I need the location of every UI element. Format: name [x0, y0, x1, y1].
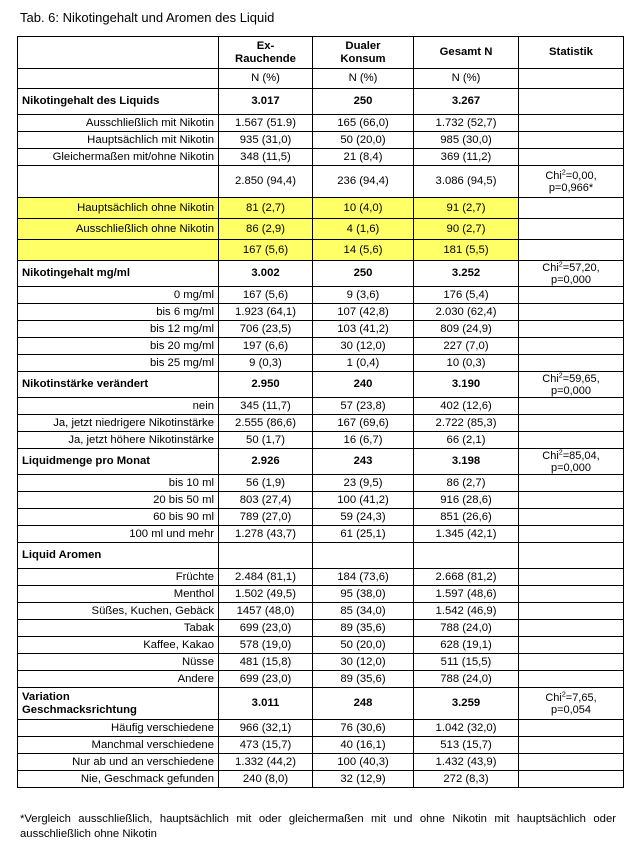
- stat-chi-exponent: 2: [561, 168, 566, 176]
- row-value: 10 (0,3): [414, 355, 519, 372]
- section-total: 3.190: [414, 372, 519, 398]
- row-value: 227 (7,0): [414, 338, 519, 355]
- row-value: 50 (20,0): [313, 637, 414, 654]
- row-statistic: [519, 321, 624, 338]
- section-total: 3.252: [414, 261, 519, 287]
- section-total: [313, 543, 414, 569]
- section-title: Nikotingehalt des Liquids: [18, 89, 219, 115]
- row-value: 2.668 (81,2): [414, 569, 519, 586]
- table-row: [18, 355, 624, 372]
- table-body: [18, 37, 624, 788]
- section-title: Nikotingehalt mg/ml: [18, 261, 219, 287]
- section-title: Liquidmenge pro Monat: [18, 449, 219, 475]
- row-statistic: [519, 355, 624, 372]
- row-value: 788 (24,0): [414, 671, 519, 688]
- row-label: Manchmal verschiedene: [18, 737, 219, 754]
- row-label: Ja, jetzt niedrigere Nikotinstärke: [18, 415, 219, 432]
- row-statistic: [519, 737, 624, 754]
- section-total: 240: [313, 372, 414, 398]
- unit-cell: N (%): [219, 69, 313, 89]
- row-value: 100 (41,2): [313, 492, 414, 509]
- row-value: 2.722 (85,3): [414, 415, 519, 432]
- row-label: nein: [18, 398, 219, 415]
- row-value: 369 (11,2): [414, 149, 519, 166]
- table-row: [18, 737, 624, 754]
- stat-chi-exponent: 2: [558, 371, 563, 379]
- table-row: [18, 603, 624, 620]
- row-statistic: [519, 637, 624, 654]
- row-label: Nüsse: [18, 654, 219, 671]
- row-value: 50 (20,0): [313, 132, 414, 149]
- row-value: 788 (24,0): [414, 620, 519, 637]
- row-value: 2.555 (86,6): [219, 415, 313, 432]
- table-row: [18, 321, 624, 338]
- section-title: Nikotinstärke verändert: [18, 372, 219, 398]
- row-value: 21 (8,4): [313, 149, 414, 166]
- unit-stat-cell: [519, 69, 624, 89]
- stat-result: =85,04, p=0,000: [550, 449, 600, 474]
- section-statistic: [519, 89, 624, 115]
- row-value: 402 (12,6): [414, 398, 519, 415]
- header-dualer-konsum: Dualer Konsum: [313, 37, 414, 69]
- row-value: 3.086 (94,5): [414, 166, 519, 198]
- section-total: 3.017: [219, 89, 313, 115]
- row-statistic: [519, 720, 624, 737]
- table-row: [18, 132, 624, 149]
- row-value: 578 (19,0): [219, 637, 313, 654]
- row-statistic: [519, 219, 624, 240]
- row-label: bis 12 mg/ml: [18, 321, 219, 338]
- row-value: 56 (1,9): [219, 475, 313, 492]
- section-title: Variation Geschmacksrichtung: [18, 688, 219, 720]
- section-total: 248: [313, 688, 414, 720]
- table-row: [18, 492, 624, 509]
- section-header-row: [18, 688, 624, 720]
- row-label: bis 20 mg/ml: [18, 338, 219, 355]
- stat-chi: Chi: [545, 691, 562, 704]
- row-value: 1.432 (43,9): [414, 754, 519, 771]
- row-value: 23 (9,5): [313, 475, 414, 492]
- row-value: 100 (40,3): [313, 754, 414, 771]
- stat-result: =59,65, p=0,000: [550, 372, 600, 397]
- section-statistic: [519, 261, 624, 287]
- row-statistic: [519, 771, 624, 788]
- stat-chi: Chi: [542, 449, 559, 462]
- section-statistic: [519, 449, 624, 475]
- row-label: Ausschließlich ohne Nikotin: [18, 219, 219, 240]
- row-value: 184 (73,6): [313, 569, 414, 586]
- row-value: 165 (66,0): [313, 115, 414, 132]
- row-value: 59 (24,3): [313, 509, 414, 526]
- header-row: [18, 37, 624, 69]
- row-value: 851 (26,6): [414, 509, 519, 526]
- row-label: Kaffee, Kakao: [18, 637, 219, 654]
- stat-result: =7,65, p=0,054: [550, 691, 597, 716]
- row-statistic: [519, 415, 624, 432]
- row-statistic: [519, 398, 624, 415]
- row-value: 1.597 (48,6): [414, 586, 519, 603]
- row-value: 513 (15,7): [414, 737, 519, 754]
- row-value: 197 (6,6): [219, 338, 313, 355]
- stat-result: =0,00, p=0,966*: [548, 169, 597, 194]
- row-value: 966 (32,1): [219, 720, 313, 737]
- row-value: 789 (27,0): [219, 509, 313, 526]
- table-row: [18, 287, 624, 304]
- row-value: 95 (38,0): [313, 586, 414, 603]
- row-value: 628 (19,1): [414, 637, 519, 654]
- row-value: 30 (12,0): [313, 338, 414, 355]
- table-row: [18, 198, 624, 219]
- row-statistic: [519, 526, 624, 543]
- table-row: [18, 475, 624, 492]
- section-statistic: [519, 372, 624, 398]
- row-label: Menthol: [18, 586, 219, 603]
- row-statistic: [519, 240, 624, 261]
- stat-chi: Chi: [545, 169, 562, 182]
- section-total: 3.267: [414, 89, 519, 115]
- row-value: 91 (2,7): [414, 198, 519, 219]
- row-value: 1.567 (51.9): [219, 115, 313, 132]
- section-total: 3.011: [219, 688, 313, 720]
- section-total: 250: [313, 89, 414, 115]
- row-value: 2.484 (81,1): [219, 569, 313, 586]
- row-value: 272 (8,3): [414, 771, 519, 788]
- row-label: Nur ab und an verschiedene: [18, 754, 219, 771]
- section-total: 2.950: [219, 372, 313, 398]
- table-row: [18, 620, 624, 637]
- row-value: 14 (5,6): [313, 240, 414, 261]
- row-label: bis 6 mg/ml: [18, 304, 219, 321]
- table-row: [18, 771, 624, 788]
- table-caption: Tab. 6: Nikotingehalt und Aromen des Liquid: [20, 10, 275, 25]
- header-statistik: Statistik: [519, 37, 624, 69]
- row-value: 2.850 (94,4): [219, 166, 313, 198]
- row-value: 81 (2,7): [219, 198, 313, 219]
- row-value: 1 (0,4): [313, 355, 414, 372]
- row-statistic: [519, 475, 624, 492]
- row-label: Häufig verschiedene: [18, 720, 219, 737]
- row-statistic: [519, 620, 624, 637]
- row-label: Früchte: [18, 569, 219, 586]
- section-header-row: [18, 449, 624, 475]
- table-row: [18, 569, 624, 586]
- row-statistic: [519, 671, 624, 688]
- row-label: 20 bis 50 ml: [18, 492, 219, 509]
- row-value: 473 (15,7): [219, 737, 313, 754]
- row-value: 1.502 (49,5): [219, 586, 313, 603]
- row-statistic: [519, 338, 624, 355]
- row-value: 699 (23,0): [219, 620, 313, 637]
- row-statistic: [519, 569, 624, 586]
- row-value: 2.030 (62,4): [414, 304, 519, 321]
- table-row: [18, 415, 624, 432]
- row-value: 348 (11,5): [219, 149, 313, 166]
- row-statistic: [519, 115, 624, 132]
- row-value: 176 (5,4): [414, 287, 519, 304]
- row-label: bis 10 ml: [18, 475, 219, 492]
- row-label: Hauptsächlich ohne Nikotin: [18, 198, 219, 219]
- row-value: 916 (28,6): [414, 492, 519, 509]
- header-gesamt: Gesamt N: [414, 37, 519, 69]
- row-statistic: [519, 149, 624, 166]
- row-value: 481 (15,8): [219, 654, 313, 671]
- unit-cell: N (%): [414, 69, 519, 89]
- row-label: bis 25 mg/ml: [18, 355, 219, 372]
- row-value: 86 (2,7): [414, 475, 519, 492]
- row-value: 985 (30,0): [414, 132, 519, 149]
- row-label: Ja, jetzt höhere Nikotinstärke: [18, 432, 219, 449]
- row-value: 90 (2,7): [414, 219, 519, 240]
- row-value: 240 (8,0): [219, 771, 313, 788]
- stat-chi: Chi: [542, 261, 559, 274]
- section-header-row: [18, 372, 624, 398]
- row-label: Gleichermaßen mit/ohne Nikotin: [18, 149, 219, 166]
- row-value: 4 (1,6): [313, 219, 414, 240]
- row-statistic: [519, 603, 624, 620]
- row-value: 706 (23,5): [219, 321, 313, 338]
- row-value: 61 (25,1): [313, 526, 414, 543]
- row-statistic: [519, 166, 624, 198]
- row-value: 40 (16,1): [313, 737, 414, 754]
- table-row: [18, 166, 624, 198]
- stat-chi-exponent: 2: [558, 260, 563, 268]
- row-value: 167 (69,6): [313, 415, 414, 432]
- row-statistic: [519, 432, 624, 449]
- table-row: [18, 720, 624, 737]
- header-blank-cell: [18, 37, 219, 69]
- header-ex-rauchende: Ex- Rauchende: [219, 37, 313, 69]
- section-title: Liquid Aromen: [18, 543, 219, 569]
- table-row: [18, 526, 624, 543]
- row-label: 0 mg/ml: [18, 287, 219, 304]
- row-value: 1.732 (52,7): [414, 115, 519, 132]
- section-header-row: [18, 543, 624, 569]
- row-value: 85 (34,0): [313, 603, 414, 620]
- table-row: [18, 219, 624, 240]
- section-total: 250: [313, 261, 414, 287]
- row-statistic: [519, 492, 624, 509]
- row-value: 1.042 (32,0): [414, 720, 519, 737]
- footnote: *Vergleich ausschließlich, hauptsächlich mit oder gleichermaßen mit und ohne Nikotin mit hauptsächlich oder ausschließlich ohne Nikotin: [20, 813, 616, 840]
- table-row: [18, 637, 624, 654]
- unit-cell: N (%): [313, 69, 414, 89]
- row-value: 103 (41,2): [313, 321, 414, 338]
- row-value: 1.278 (43,7): [219, 526, 313, 543]
- row-value: 30 (12,0): [313, 654, 414, 671]
- row-label: Süßes, Kuchen, Gebäck: [18, 603, 219, 620]
- table-row: [18, 754, 624, 771]
- row-value: 89 (35,6): [313, 620, 414, 637]
- table-row: [18, 338, 624, 355]
- row-value: 181 (5,5): [414, 240, 519, 261]
- row-statistic: [519, 654, 624, 671]
- table-row: [18, 240, 624, 261]
- row-value: 1.345 (42,1): [414, 526, 519, 543]
- table-row: [18, 586, 624, 603]
- row-statistic: [519, 754, 624, 771]
- row-statistic: [519, 586, 624, 603]
- row-label: Andere: [18, 671, 219, 688]
- row-value: 167 (5,6): [219, 240, 313, 261]
- row-value: 1.923 (64,1): [219, 304, 313, 321]
- table-row: [18, 654, 624, 671]
- row-statistic: [519, 509, 624, 526]
- section-total: [414, 543, 519, 569]
- table-row: [18, 432, 624, 449]
- table-row: [18, 304, 624, 321]
- stat-chi-exponent: 2: [561, 690, 566, 698]
- row-value: 57 (23,8): [313, 398, 414, 415]
- row-value: 809 (24,9): [414, 321, 519, 338]
- row-value: 1457 (48,0): [219, 603, 313, 620]
- section-total: [219, 543, 313, 569]
- row-value: 9 (3,6): [313, 287, 414, 304]
- row-value: 16 (6,7): [313, 432, 414, 449]
- row-statistic: [519, 198, 624, 219]
- row-value: 50 (1,7): [219, 432, 313, 449]
- row-statistic: [519, 304, 624, 321]
- table-row: [18, 149, 624, 166]
- row-label: 60 bis 90 ml: [18, 509, 219, 526]
- row-label: [18, 240, 219, 261]
- section-total: 2.926: [219, 449, 313, 475]
- row-statistic: [519, 287, 624, 304]
- table-row: [18, 671, 624, 688]
- unit-row: [18, 69, 624, 89]
- row-label: Hauptsächlich mit Nikotin: [18, 132, 219, 149]
- row-value: 1.332 (44,2): [219, 754, 313, 771]
- row-label: 100 ml und mehr: [18, 526, 219, 543]
- row-value: 236 (94,4): [313, 166, 414, 198]
- table-row: [18, 509, 624, 526]
- row-label: Tabak: [18, 620, 219, 637]
- row-value: 935 (31,0): [219, 132, 313, 149]
- stat-chi: Chi: [542, 372, 559, 385]
- stat-result: =57,20, p=0,000: [550, 261, 600, 286]
- section-statistic: [519, 543, 624, 569]
- row-label: Nie, Geschmack gefunden: [18, 771, 219, 788]
- row-value: 10 (4,0): [313, 198, 414, 219]
- stat-chi-exponent: 2: [558, 448, 563, 456]
- unit-blank-cell: [18, 69, 219, 89]
- row-value: 511 (15,5): [414, 654, 519, 671]
- row-value: 699 (23,0): [219, 671, 313, 688]
- row-value: 1.542 (46,9): [414, 603, 519, 620]
- table-row: [18, 115, 624, 132]
- section-statistic: [519, 688, 624, 720]
- row-statistic: [519, 132, 624, 149]
- row-value: 66 (2,1): [414, 432, 519, 449]
- row-label: [18, 166, 219, 198]
- section-total: 3.198: [414, 449, 519, 475]
- row-value: 86 (2,9): [219, 219, 313, 240]
- row-value: 89 (35,6): [313, 671, 414, 688]
- section-total: 3.002: [219, 261, 313, 287]
- results-table: [17, 36, 624, 788]
- section-header-row: [18, 89, 624, 115]
- table-row: [18, 398, 624, 415]
- row-value: 32 (12,9): [313, 771, 414, 788]
- row-value: 107 (42,8): [313, 304, 414, 321]
- section-header-row: [18, 261, 624, 287]
- row-value: 803 (27,4): [219, 492, 313, 509]
- section-total: 3.259: [414, 688, 519, 720]
- row-value: 9 (0,3): [219, 355, 313, 372]
- row-value: 167 (5,6): [219, 287, 313, 304]
- section-total: 243: [313, 449, 414, 475]
- row-value: 345 (11,7): [219, 398, 313, 415]
- row-value: 76 (30,6): [313, 720, 414, 737]
- row-label: Ausschließlich mit Nikotin: [18, 115, 219, 132]
